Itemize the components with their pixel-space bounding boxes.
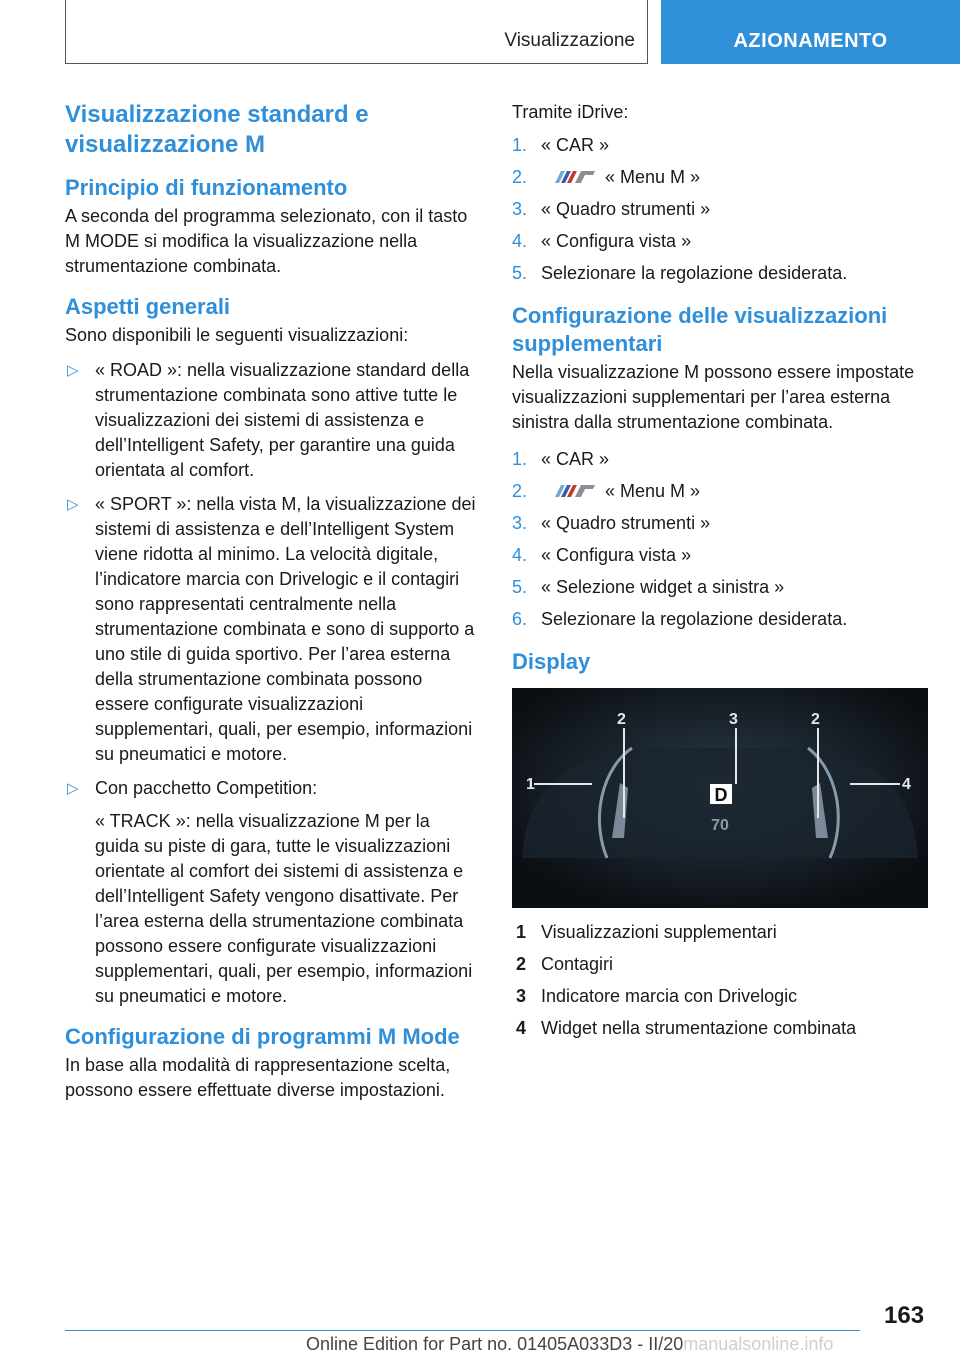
list-item — [512, 197, 932, 222]
legend-number: 3 — [516, 986, 527, 1006]
list-item: ▷ « SPORT »: nella vista M, la visualizzazione dei sistemi di assistenza e dell’Intelligent System viene ridotta al minimo. La velocità digitale, l’indicatore marcia con Drivelogic e il contagiri sono rappresentati centralmente nella strumentazione combinata e sono di supporto a uno stile di guida sportivo. Per l’area esterna della strumentazione combinata possono essere configurate visualizzazioni supplementari, quali, per esempio, informazioni su pneumatici e motore. — [67, 494, 476, 764]
list-item — [512, 229, 932, 254]
config-extra-text: Nella visualizzazione M possono essere impostate visualizzazioni supplementari per l’area esterna sinistra dalla strumentazione combinata. — [512, 362, 915, 432]
list-item — [512, 479, 932, 504]
page-title: Visualizzazione standard e visualizzazione M — [65, 101, 369, 158]
step-text: Selezionare la regolazione desiderata. — [541, 609, 848, 629]
idrive-intro: Tramite iDrive: — [512, 102, 629, 122]
step-text: « Configura vista » — [541, 231, 692, 251]
list-item — [512, 511, 932, 536]
page-number: 163 — [884, 1302, 925, 1329]
triangle-bullet-icon: ▷ — [67, 780, 79, 797]
legend-text: Indicatore marcia con Drivelogic — [541, 986, 798, 1006]
config-programs-heading: Configurazione di programmi M Mode — [65, 1024, 460, 1049]
general-intro: Sono disponibili le seguenti visualizzazioni: — [65, 325, 409, 345]
step-number: 3. — [512, 199, 528, 219]
chapter-tab-label: AZIONAMENTO — [733, 30, 888, 52]
digital-speed: 70 — [711, 817, 729, 834]
legend-text: Visualizzazioni supplementari — [541, 922, 777, 942]
footer-edition-text: Online Edition for Part no. 01405A033D3 - II/20 — [306, 1334, 684, 1354]
step-number: 4. — [512, 231, 528, 251]
list-item: ▷ « ROAD »: nella visualizzazione standard della strumentazione combinata sono attive tutte le visualizzazioni dei sistemi di assistenza e dell’Intelligent Safety, per garantire una guida orientata al comfort. — [67, 360, 470, 480]
principle-text: A seconda del programma selezionato, con il tasto M MODE si modifica la visualizzazione nella strumentazione combinata. — [65, 206, 468, 276]
principle-heading: Principio di funzionamento — [65, 175, 348, 200]
list-item — [512, 575, 932, 600]
list-item — [512, 133, 932, 158]
step-text: « Menu M » — [605, 481, 701, 501]
list-item — [512, 165, 932, 190]
footer-brand-watermark: manualsonline.info — [683, 1334, 834, 1354]
step-number: 2. — [512, 481, 528, 501]
step-text: Selezionare la regolazione desiderata. — [541, 263, 848, 283]
m-logo-icon — [551, 169, 597, 185]
list-item — [512, 261, 932, 286]
legend-number: 2 — [516, 954, 527, 974]
step-number: 4. — [512, 545, 528, 565]
legend-text: Contagiri — [541, 954, 614, 974]
right-column — [512, 100, 932, 1048]
legend-number: 1 — [516, 922, 527, 942]
config-extra-heading: Configurazione delle visualizzazioni supplementari — [512, 303, 888, 356]
left-column — [65, 100, 478, 1113]
step-number: 6. — [512, 609, 528, 629]
callout-number: 1 — [526, 776, 535, 793]
idrive-steps-list — [512, 133, 932, 286]
instrument-cluster-figure — [512, 688, 928, 908]
gear-indicator: D — [714, 785, 728, 805]
step-number: 3. — [512, 513, 528, 533]
step-text: « CAR » — [541, 135, 610, 155]
display-heading: Display — [512, 649, 591, 674]
step-number: 5. — [512, 263, 528, 283]
step-text: « Quadro strumenti » — [541, 513, 711, 533]
step-text: « Selezione widget a sinistra » — [541, 577, 785, 597]
m-logo-icon — [551, 483, 597, 499]
legend-text: Widget nella strumentazione combinata — [541, 1018, 857, 1038]
step-text: « Quadro strumenti » — [541, 199, 711, 219]
step-number: 1. — [512, 135, 528, 155]
legend-item — [512, 920, 932, 945]
step-number: 5. — [512, 577, 528, 597]
extra-steps-list — [512, 447, 932, 632]
general-heading: Aspetti generali — [65, 294, 231, 319]
step-number: 1. — [512, 449, 528, 469]
step-text: « Menu M » — [605, 167, 701, 187]
list-item: ▷ Con pacchetto Competition: « TRACK »: nella visualizzazione M per la guida su piste di gara, tutte le visualizzazioni orientate al comfort dei sistemi di assistenza e dell’Intelligent Safety vengono disattivate. Per l’area esterna della strumentazione combinata possono essere configurate visualizzazioni supplementari, quali, per esempio, informazioni su pneumatici e motore. — [65, 776, 478, 1009]
chapter-tab — [661, 0, 960, 64]
legend-item — [512, 984, 932, 1009]
list-item — [512, 543, 932, 568]
triangle-bullet-icon: ▷ — [67, 362, 79, 379]
footer-divider — [65, 1330, 860, 1331]
triangle-bullet-icon: ▷ — [67, 496, 79, 513]
step-text: « CAR » — [541, 449, 610, 469]
config-programs-text: In base alla modalità di rappresentazione scelta, possono essere effettuate diverse impostazioni. — [65, 1055, 451, 1100]
competition-track-text: « TRACK »: nella visualizzazione M per la guida su piste di gara, tutte le visualizzazioni orientate al comfort dei sistemi di assistenza e dell’Intelligent Safety vengono disattivate. Per l’area esterna della strumentazione combinata possono essere configurate visualizzazioni supplementari, quali, per esempio, informazioni su pneumatici e motore. — [95, 811, 473, 1006]
step-number: 2. — [512, 167, 528, 187]
display-modes-list — [65, 358, 478, 1009]
figure-legend — [512, 920, 932, 1041]
header-frame — [65, 0, 648, 64]
header-section-title: Visualizzazione — [504, 30, 635, 51]
callout-number: 3 — [729, 711, 738, 728]
callout-number: 2 — [811, 711, 820, 728]
list-item — [512, 447, 932, 472]
legend-number: 4 — [516, 1018, 527, 1038]
callout-number: 2 — [617, 711, 626, 728]
callout-number: 4 — [902, 776, 911, 793]
list-item — [512, 607, 932, 632]
legend-item — [512, 1016, 932, 1041]
step-text: « Configura vista » — [541, 545, 692, 565]
legend-item — [512, 952, 932, 977]
footer-edition — [306, 1334, 833, 1355]
